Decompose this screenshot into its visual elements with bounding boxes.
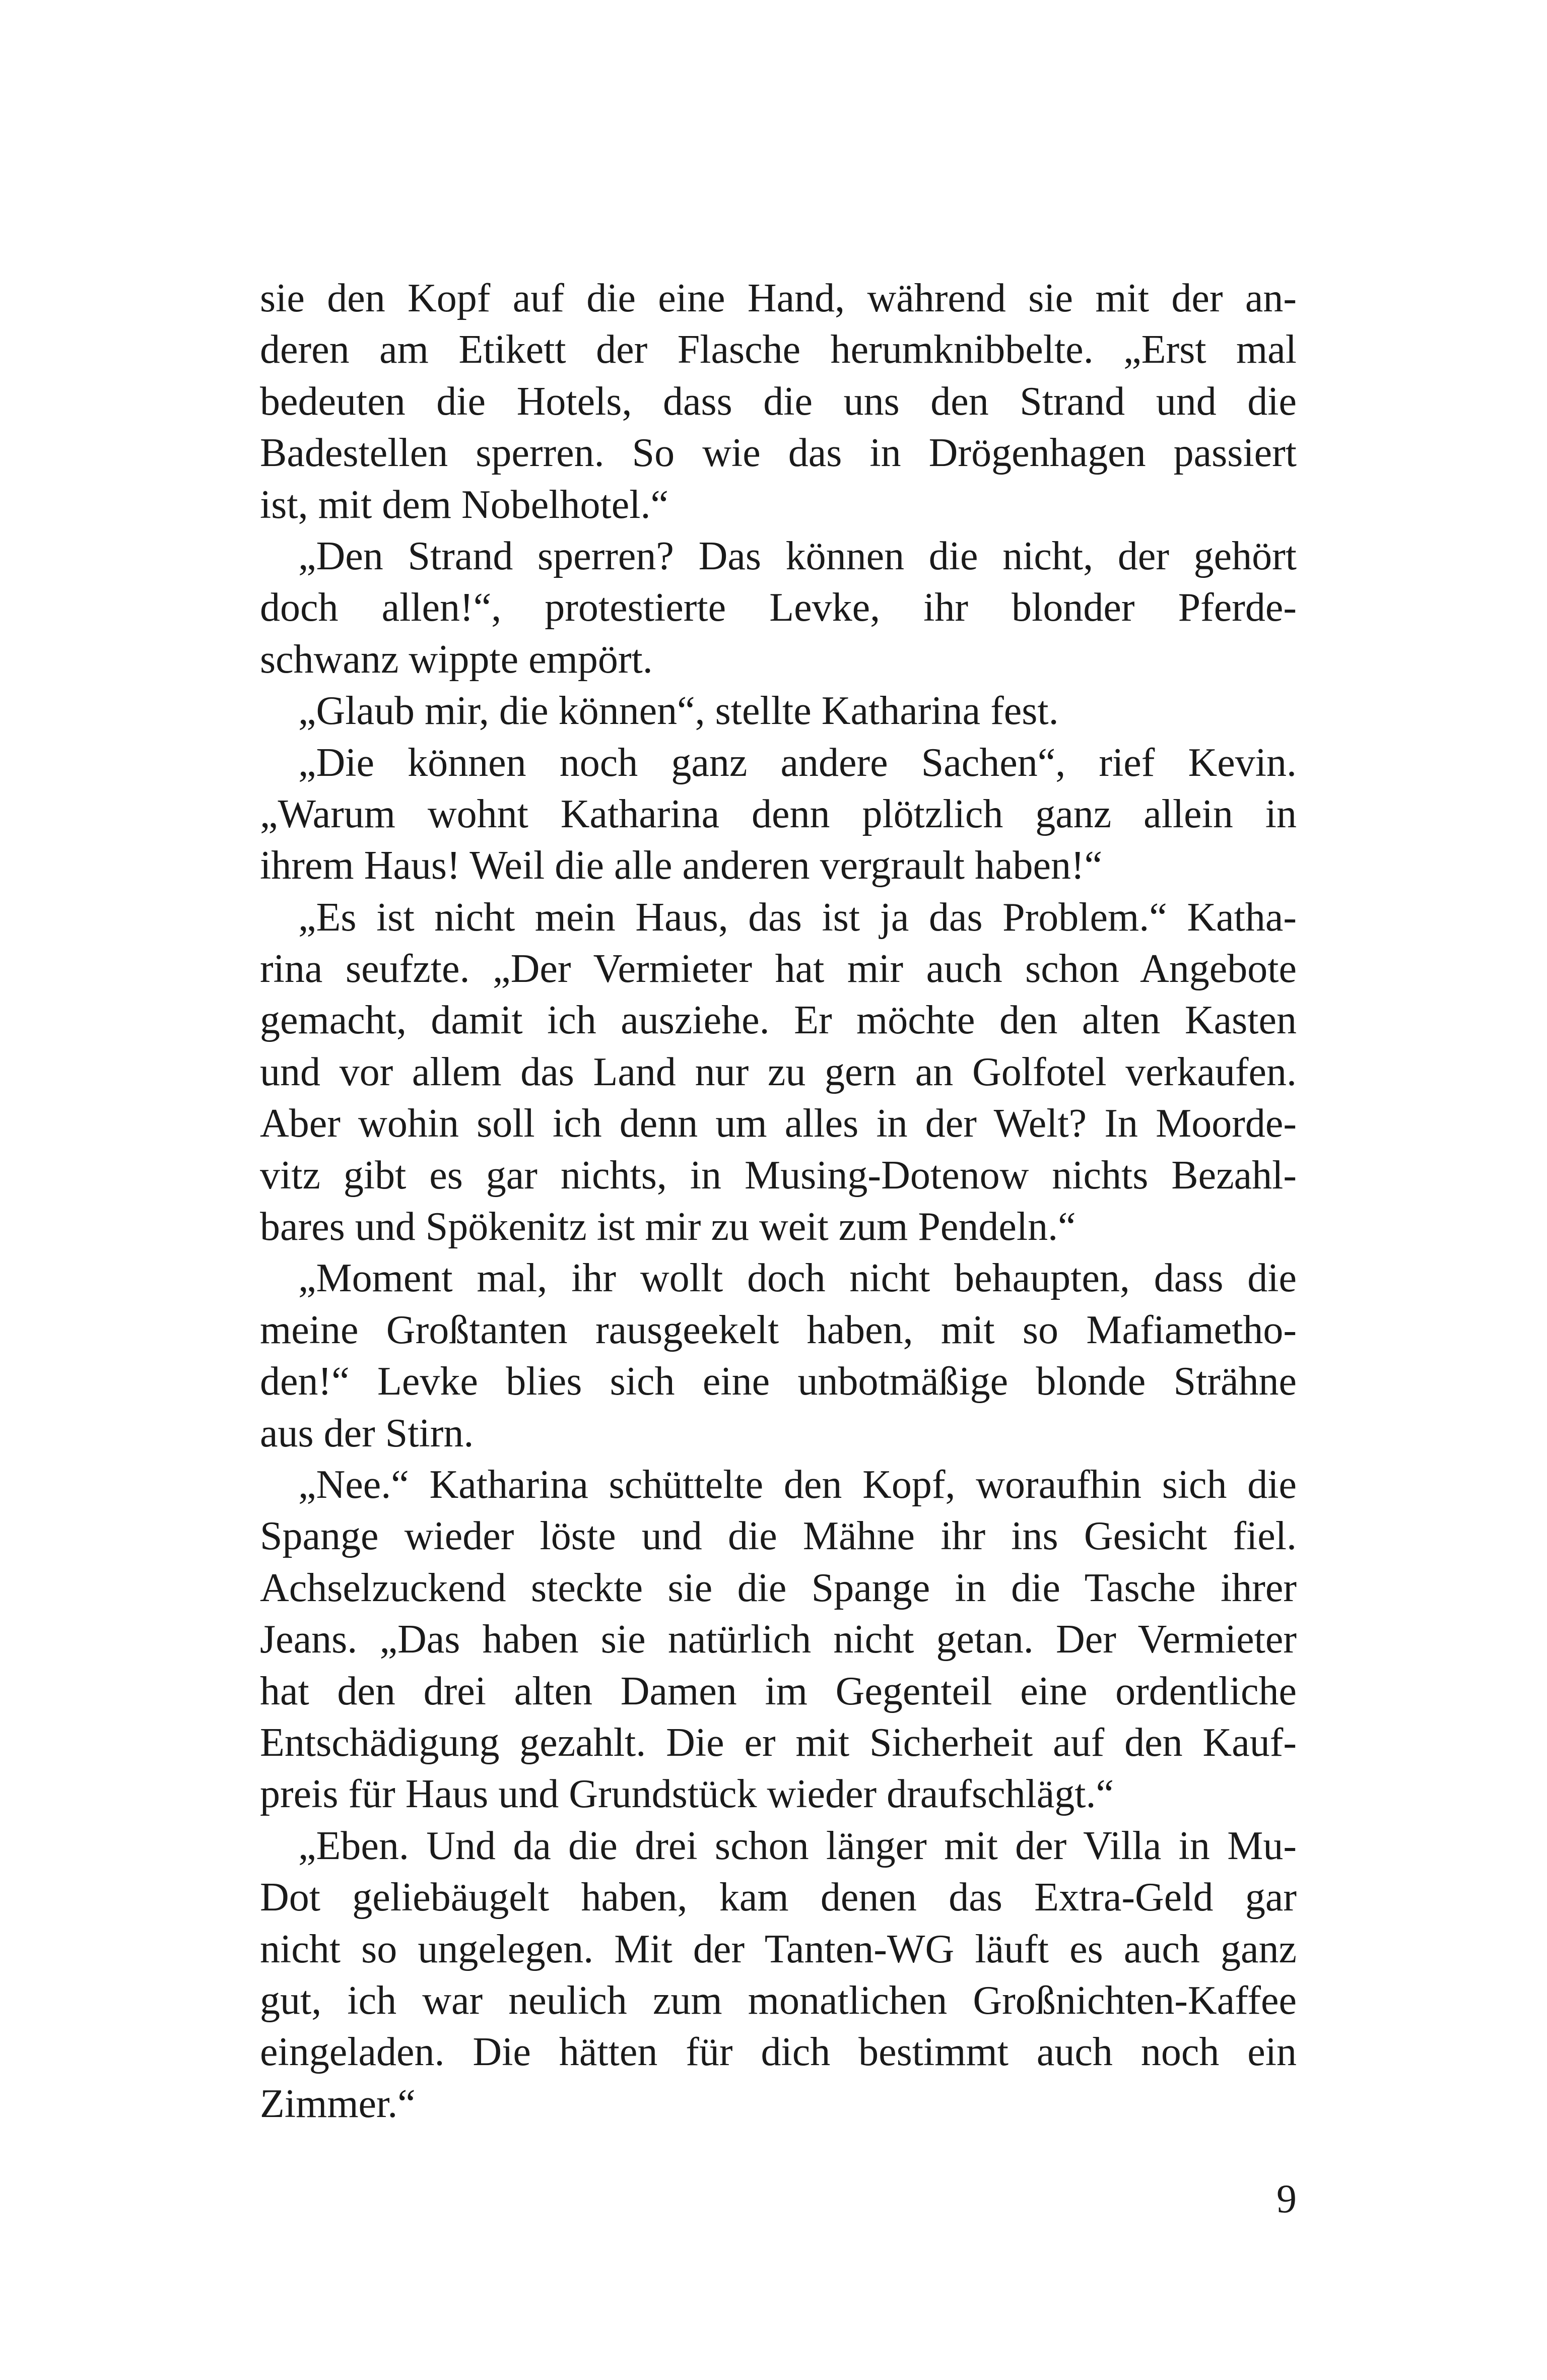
- text-line: „Die können noch ganz andere Sachen“, rief Kevin.: [298, 740, 1297, 785]
- text-line: sie den Kopf auf die eine Hand, während sie mit der an-: [260, 276, 1297, 320]
- text-line: doch allen!“, protestierte Levke, ihr blonder Pferde-: [260, 585, 1297, 630]
- page-number: 9: [1276, 2177, 1297, 2221]
- paragraph: [260, 1459, 1297, 1820]
- text-line: gemacht, damit ich ausziehe. Er möchte den alten Kasten: [260, 998, 1297, 1043]
- text-line: Aber wohin soll ich denn um alles in der Welt? In Moorde-: [260, 1101, 1297, 1146]
- text-line: nicht so ungelegen. Mit der Tanten-WG läuft es auch ganz: [260, 1927, 1297, 1971]
- text-line: hat den drei alten Damen im Gegenteil eine ordentliche: [260, 1669, 1297, 1713]
- text-line: schwanz wippte empört.: [260, 637, 653, 682]
- text-line: ist, mit dem Nobelhotel.“: [260, 482, 668, 527]
- text-line: Entschädigung gezahlt. Die er mit Sicherheit auf den Kauf-: [260, 1720, 1297, 1765]
- text-line: „Nee.“ Katharina schüttelte den Kopf, woraufhin sich die: [298, 1462, 1297, 1507]
- text-line: gut, ich war neulich zum monatlichen Großnichten-Kaffee: [260, 1978, 1297, 2023]
- text-line: eingeladen. Die hätten für dich bestimmt auch noch ein: [260, 2030, 1297, 2075]
- text-line: „Warum wohnt Katharina denn plötzlich ganz allein in: [260, 791, 1297, 836]
- paragraph: [260, 737, 1297, 892]
- paragraph: [260, 273, 1297, 531]
- text-line: Jeans. „Das haben sie natürlich nicht getan. Der Vermieter: [260, 1617, 1297, 1662]
- text-line: den!“ Levke blies sich eine unbotmäßige blonde Strähne: [260, 1359, 1297, 1404]
- paragraph: [260, 1252, 1297, 1459]
- text-line: und vor allem das Land nur zu gern an Golfotel verkaufen.: [260, 1049, 1297, 1094]
- text-line: bedeuten die Hotels, dass die uns den Strand und die: [260, 379, 1297, 424]
- body-text: [260, 273, 1297, 2130]
- text-line: Achselzuckend steckte sie die Spange in die Tasche ihrer: [260, 1565, 1297, 1610]
- text-line: deren am Etikett der Flasche herumknibbelte. „Erst mal: [260, 327, 1297, 372]
- text-line: Dot geliebäugelt haben, kam denen das Extra-Geld gar: [260, 1875, 1297, 1920]
- text-line: ihrem Haus! Weil die alle anderen vergrault haben!“: [260, 843, 1103, 888]
- text-line: Spange wieder löste und die Mähne ihr ins Gesicht fiel.: [260, 1514, 1297, 1559]
- paragraph: [260, 531, 1297, 685]
- text-line: vitz gibt es gar nichts, in Musing-Dotenow nichts Bezahl-: [260, 1153, 1297, 1198]
- text-line: preis für Haus und Grundstück wieder draufschlägt.“: [260, 1772, 1114, 1817]
- paragraph: [260, 685, 1297, 737]
- text-line: „Es ist nicht mein Haus, das ist ja das Problem.“ Katha-: [298, 895, 1297, 940]
- text-line: Zimmer.“: [260, 2081, 416, 2126]
- text-line: rina seufzte. „Der Vermieter hat mir auch schon Angebote: [260, 947, 1297, 991]
- text-line: „Eben. Und da die drei schon länger mit der Villa in Mu-: [298, 1823, 1297, 1868]
- text-line: „Glaub mir, die können“, stellte Katharina fest.: [298, 689, 1059, 734]
- text-line: „Moment mal, ihr wollt doch nicht behaupten, dass die: [298, 1256, 1297, 1301]
- paragraph: [260, 892, 1297, 1253]
- text-line: Badestellen sperren. So wie das in Drögenhagen passiert: [260, 431, 1297, 476]
- paragraph: [260, 1820, 1297, 2130]
- text-line: meine Großtanten rausgeekelt haben, mit so Mafiametho-: [260, 1307, 1297, 1352]
- text-line: aus der Stirn.: [260, 1411, 474, 1456]
- text-line: „Den Strand sperren? Das können die nicht, der gehört: [298, 534, 1297, 578]
- text-line: bares und Spökenitz ist mir zu weit zum Pendeln.“: [260, 1205, 1076, 1249]
